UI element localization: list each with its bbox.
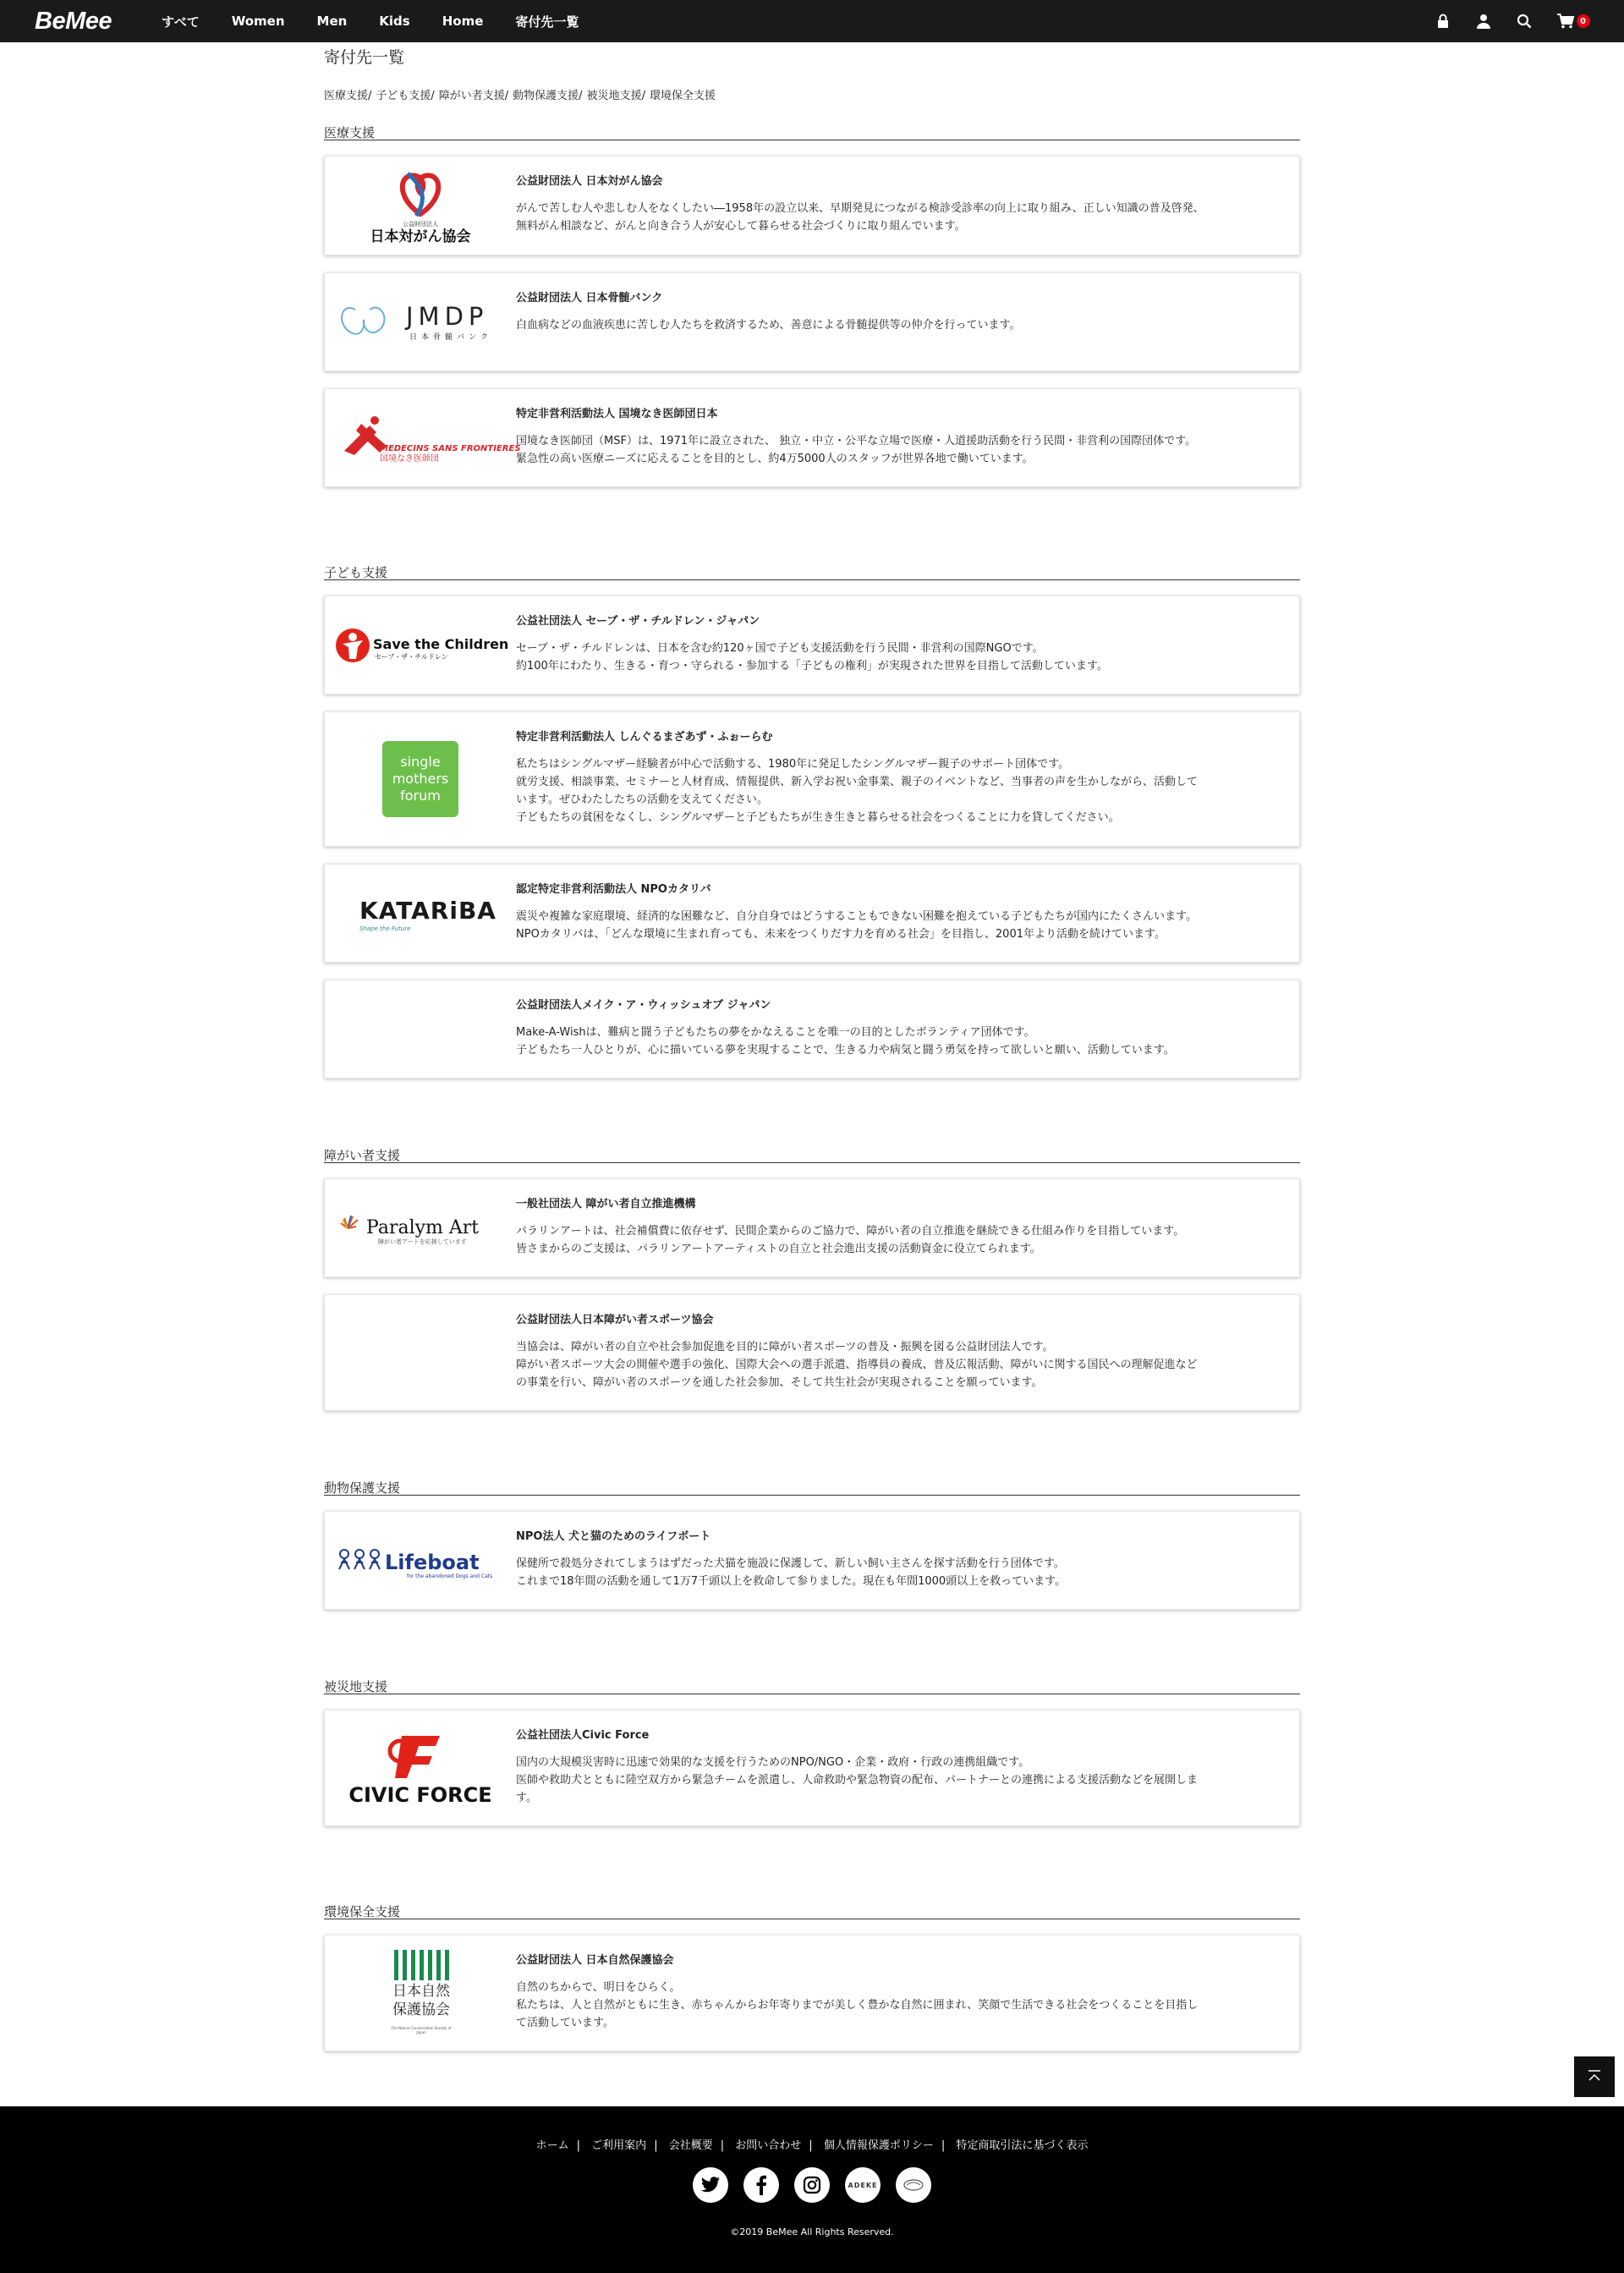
section-children <box>324 563 1300 1079</box>
org-card <box>324 272 1300 371</box>
logo-sub-text: The Nature Conservation Society of Japan <box>391 2026 452 2034</box>
org-name: 公益財団法人 日本骨髄バンク <box>516 292 663 305</box>
category-link-disaster[interactable]: 被災地支援/ <box>586 90 645 102</box>
header-icons <box>1411 0 1590 42</box>
org-card <box>324 1294 1300 1411</box>
org-card <box>324 711 1300 847</box>
footer <box>0 2106 1624 2273</box>
user-icon[interactable] <box>1475 13 1492 30</box>
nav-item-donation-list[interactable]: 寄付先一覧 <box>515 14 579 30</box>
section-disability <box>324 1146 1300 1411</box>
logo-text: Paralym Art <box>366 1216 480 1238</box>
org-name: 認定特定非営利活動法人 NPOカタリバ <box>516 883 711 896</box>
org-text <box>516 1307 1252 1398</box>
category-link-animal[interactable]: 動物保護支援/ <box>513 90 583 102</box>
org-text <box>516 285 1252 359</box>
org-description: 国内の大規模災害時に迅速で効果的な支援を行うためのNPO/NGO・企業・政府・行政の連携組織です。 医師や救助犬とともに陸空双方から緊急チームを派遣し、人命救助や緊急物資の配布、パートナーとの連携による支援活動などを展開しま す。 <box>516 1756 1199 1804</box>
org-description: 当協会は、障がい者の自立や社会参加促進を目的に障がい者スポーツの普及・振興を図る公益財団法人です。 障がい者スポーツ大会の開催や選手の強化、国際大会への選手派遣、指導員の養成、普及広報活動、障がいに関する国民への理解促進など の事業を行い、障がい者のスポーツを通した社会参加、そして共生社会が実現されることを願っています。 <box>516 1341 1198 1389</box>
brand-icon[interactable] <box>896 2167 931 2203</box>
lock-icon[interactable] <box>1435 13 1451 30</box>
org-text <box>516 876 1252 950</box>
org-name: 一般社団法人 障がい者自立推進機構 <box>516 1198 696 1211</box>
nav-item-men[interactable]: Men <box>316 14 348 29</box>
org-text <box>516 401 1252 475</box>
copyright: ©2019 BeMee All Rights Reserved. <box>730 2226 894 2237</box>
org-name: NPO法人 犬と猫のためのライフボート <box>516 1530 711 1543</box>
facebook-icon[interactable] <box>743 2167 779 2203</box>
search-icon[interactable] <box>1516 13 1533 30</box>
org-name: 公益財団法人 日本自然保護協会 <box>516 1954 674 1967</box>
category-link-children[interactable]: 子ども支援/ <box>376 90 435 102</box>
org-logo <box>325 1947 516 2039</box>
org-logo <box>325 1722 516 1814</box>
org-description: 震災や複雑な家庭環境、経済的な困難など、自分自身ではどうすることもできない困難を抱えている子どもたちが国内にたくさんいます。 NPOカタリバは、「どんな環境に生まれ育っても、未来をつくりだす力を育める社会」を目指し、2001年より活動を続けています。 <box>516 910 1197 941</box>
logo-text: JMDP <box>406 301 489 331</box>
category-link-disability[interactable]: 障がい者支援/ <box>438 90 509 102</box>
logo-text: Save the Children <box>372 635 508 652</box>
section-medical <box>324 124 1300 487</box>
cart-icon[interactable] <box>1556 13 1590 30</box>
section-heading: 障がい者支援 <box>324 1146 1300 1163</box>
chevron-up-icon <box>1586 2068 1603 2085</box>
section-heading: 被災地支援 <box>324 1677 1300 1694</box>
section-heading: 医療支援 <box>324 124 1300 140</box>
footer-link-tokushoho[interactable]: 特定商取引法に基づく表示 <box>956 2139 1089 2152</box>
main-content <box>324 42 1300 2068</box>
logo-text: CIVIC FORCE <box>348 1783 492 1807</box>
org-description: 私たちはシングルマザー経験者が中心で活動する、1980年に発足したシングルマザー親子のサポート団体です。 就労支援、相談事業、セミナーと人材育成、情報提供、新入学お祝い金事業、親子のイベントなど、当事者の声を生かしながら、活動して います。ぜひわたしたちの活動を支えてください。 子どもたちの貧困をなくし、シングルマザーと子どもたちが生き生きと暮らせる社会をつくることに力を貸してください。 <box>516 758 1199 824</box>
org-text <box>516 1722 1252 1814</box>
org-description: Make-A-Wishは、難病と闘う子どもたちの夢をかなえることを唯一の目的としたボランティア団体です。 子どもたち一人ひとりが、心に描いている夢を実現することで、生きる力や病気と闘う勇気を持って欲しいと願い、活動しています。 <box>516 1026 1175 1057</box>
cart-count-badge: 0 <box>1577 14 1590 28</box>
org-logo <box>325 876 516 950</box>
section-environment <box>324 1902 1300 2051</box>
org-logo <box>325 285 516 359</box>
org-logo <box>325 1524 516 1597</box>
org-name: 公益財団法人日本障がい者スポーツ協会 <box>516 1314 714 1326</box>
social-links <box>0 2167 1624 2203</box>
footer-link-company[interactable]: 会社概要 <box>668 2139 713 2152</box>
org-card <box>324 388 1300 487</box>
org-card <box>324 596 1300 695</box>
org-card <box>324 1710 1300 1826</box>
section-heading: 動物保護支援 <box>324 1479 1300 1496</box>
category-links <box>324 86 1300 103</box>
org-text <box>516 1947 1252 2039</box>
logo-sub-text: 公益財団法人 <box>403 221 438 228</box>
org-name: 特定非営利活動法人 しんぐるまざあず・ふぉーらむ <box>516 731 773 744</box>
org-description: がんで苦しむ人や悲しむ人をなくしたい―1958年の設立以来、早期発見につながる検診受診率の向上に取り組み、正しい知識の普及啓発、 無料がん相談など、がんと向き合う人が安心して暮らせる社会づくりに取り組んでいます。 <box>516 202 1204 233</box>
nav-item-all[interactable]: すべて <box>162 14 200 30</box>
org-description: 自然のちからで、明日をひらく。 私たちは、人と自然がともに生き、赤ちゃんからお年寄りまでが美しく豊かな自然に囲まれ、笑顔で生活できる社会をつくることを目指し て活動しています。 <box>516 1981 1199 2029</box>
logo-sub-text: 日本骨髄バンク <box>409 332 492 342</box>
org-name: 公益財団法人 日本対がん協会 <box>516 175 663 188</box>
org-text <box>516 724 1252 834</box>
logo-text: KATARiBA <box>359 896 497 925</box>
section-animal <box>324 1479 1300 1610</box>
logo-sub-text: 国境なき医師団 <box>380 453 439 464</box>
twitter-icon[interactable] <box>693 2167 728 2203</box>
org-logo-empty <box>325 992 516 1066</box>
category-link-environment[interactable]: 環境保全支援 <box>649 90 716 102</box>
org-logo <box>325 168 516 243</box>
footer-links: ホーム | ご利用案内 | 会社概要 | お問い合わせ | 個人情報保護ポリシー | 特定商取引法に基づく表示 <box>535 2139 1089 2152</box>
org-logo <box>325 724 516 834</box>
org-text <box>516 608 1252 682</box>
brand-logo[interactable]: BeMee <box>35 7 112 35</box>
org-text <box>516 1191 1252 1265</box>
back-to-top-button[interactable] <box>1573 2056 1616 2098</box>
logo-sub-text: Shape the Future <box>359 925 411 932</box>
org-card <box>324 1935 1300 2051</box>
main-nav <box>162 13 611 30</box>
org-description: 保健所で殺処分されてしまうはずだった犬猫を施設に保護して、新しい飼い主さんを探す活動を行う団体です。 これまで18年間の活動を通して1万7千頭以上を救命して参りました。現在も年間1000頭以上を救っています。 <box>516 1557 1067 1588</box>
logo-sub-text: for the abandoned Dogs and Cats <box>406 1573 492 1579</box>
org-description: 白血病などの血液疾患に苦しむ人たちを救済するため、善意による骨髄提供等の仲介を行っています。 <box>516 319 1021 332</box>
logo-text: 日本自然保護協会 <box>392 1983 450 2018</box>
logo-sub-text: セーブ・ザ・チルドレン <box>374 652 448 661</box>
footer-link-guide[interactable]: ご利用案内 <box>591 2139 647 2152</box>
org-name: 公益社団法人 セーブ・ザ・チルドレン・ジャパン <box>516 615 760 628</box>
category-link-medical[interactable]: 医療支援/ <box>324 90 372 102</box>
org-name: 公益財団法人メイク・ア・ウィッシュオブ ジャパン <box>516 999 771 1012</box>
org-card <box>324 156 1300 255</box>
instagram-icon[interactable] <box>794 2167 830 2203</box>
logo-sub-text: 障がい者アートを応援しています <box>378 1238 467 1245</box>
logo-text: MEDECINS SANS FRONTIERES <box>380 443 521 453</box>
org-name: 公益社団法人Civic Force <box>516 1729 650 1742</box>
footer-link-privacy[interactable]: 個人情報保護ポリシー <box>823 2139 934 2152</box>
nav-item-home[interactable]: Home <box>442 14 484 29</box>
footer-link-home[interactable]: ホーム <box>535 2139 569 2152</box>
org-text <box>516 992 1252 1066</box>
page-title: 寄付先一覧 <box>324 48 405 67</box>
org-description: セーブ・ザ・チルドレンは、日本を含む約120ヶ国で子ども支援活動を行う民間・非営利の国際NGOです。 約100年にわたり、生きる・育つ・守られる・参加する「子どもの権利」が実現された世界を目指して活動しています。 <box>516 642 1108 673</box>
org-logo-empty <box>325 1307 516 1398</box>
org-card <box>324 864 1300 963</box>
org-text <box>516 168 1252 243</box>
nav-item-kids[interactable]: Kids <box>379 14 410 29</box>
single-mothers-logo: single mothers forum <box>382 741 458 817</box>
section-disaster <box>324 1677 1300 1826</box>
nav-item-women[interactable]: Women <box>231 14 285 29</box>
org-description: 国境なき医師団（MSF）は、1971年に設立された、 独立・中立・公平な立場で医療・人道援助活動を行う民間・非営利の国際団体です。 緊急性の高い医療ニーズに応えることを目的とし、約4万5000人のスタッフが世界各地で働いています。 <box>516 435 1197 465</box>
section-heading: 子ども支援 <box>324 563 1300 580</box>
org-card <box>324 980 1300 1079</box>
org-description: パラリンアートは、社会補償費に依存せず、民間企業からのご協力で、障がい者の自立推進を継続できる仕組み作りを目指しています。 皆さまからのご支援は、パラリンアートアーティストの自立と社会進出支援の活動資金に役立てられます。 <box>516 1225 1185 1255</box>
logo-text: Lifeboat <box>384 1550 480 1574</box>
org-logo <box>325 401 521 475</box>
org-text <box>516 1524 1252 1597</box>
org-card <box>324 1178 1300 1277</box>
footer-link-contact[interactable]: お問い合わせ <box>735 2139 802 2152</box>
adeke-icon[interactable]: ADEKE <box>845 2167 881 2203</box>
org-name: 特定非営利活動法人 国境なき医師団日本 <box>516 408 718 420</box>
top-navigation-bar <box>0 0 1624 42</box>
logo-text: 日本対がん協会 <box>370 228 471 245</box>
org-logo <box>325 608 516 682</box>
org-card <box>324 1511 1300 1610</box>
org-logo <box>325 1191 516 1265</box>
section-heading: 環境保全支援 <box>324 1902 1300 1919</box>
